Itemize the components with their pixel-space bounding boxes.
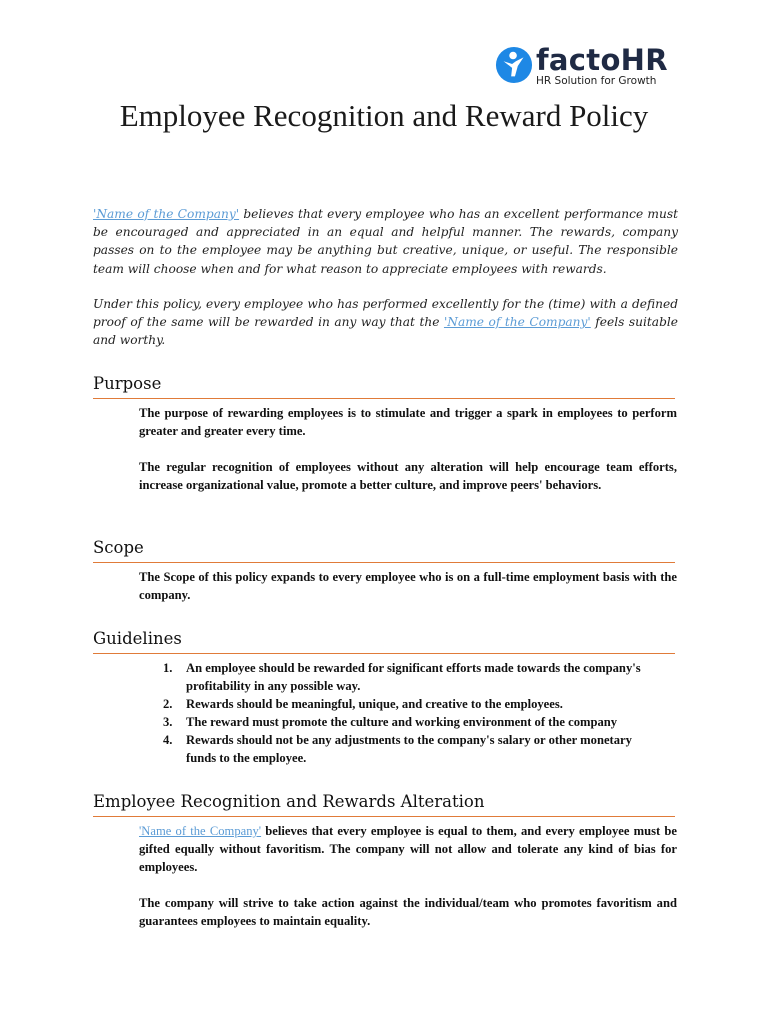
logo-wordmark: factoHR [536,43,668,77]
company-name-link[interactable]: 'Name of the Company' [139,824,262,838]
person-logo-icon [495,46,533,84]
list-item [139,695,659,713]
purpose-paragraph-2: The regular recognition of employees without any alteration will help encourage team efforts, increase organizational value, promote a better culture, and improve peers' behaviors. [139,460,677,493]
alteration-heading: Employee Recognition and Rewards Alteration [93,791,675,817]
list-item [139,713,659,731]
scope-heading: Scope [93,537,675,563]
intro-paragraph-2-after: feels suitable and worthy. [93,315,678,348]
scope-paragraph: The Scope of this policy expands to every employee who is on a full-time employment basis with the company. [139,570,677,603]
company-name-link[interactable]: 'Name of the Company' [93,207,240,221]
guidelines-heading: Guidelines [93,628,675,654]
intro-paragraph-2 [93,295,678,350]
intro-paragraph-1 [93,205,678,278]
alteration-paragraph-2: The company will strive to take action against the individual/team who promotes favoritism and guarantees employees to maintain equality. [139,896,677,929]
list-item-text: An employee should be rewarded for significant efforts made towards the company's profitability in any possible way. [186,661,641,693]
alteration-paragraph-1-text: believes that every employee is equal to them, and every employee must be gifted equally without favoritism. The company will not allow and tolerate any kind of bias for employees. [139,824,678,875]
company-logo [495,43,668,87]
guidelines-list [139,659,659,767]
intro-paragraph-2-before: Under this policy, every employee who has performed excellently for the (time) with a defined proof of the same will be rewarded in any way that the [93,297,678,330]
list-item-number: 4. [163,733,173,747]
list-item [139,731,659,767]
list-item-number: 3. [163,715,173,729]
alteration-paragraph-1 [139,822,677,877]
list-item-text: Rewards should be meaningful, unique, and creative to the employees. [186,697,563,711]
purpose-paragraph-1: The purpose of rewarding employees is to stimulate and trigger a spark in employees to perform greater and greater every time. [139,406,677,439]
list-item-text: Rewards should not be any adjustments to the company's salary or other monetary funds to the employee. [186,733,632,765]
list-item-number: 1. [163,661,173,675]
purpose-heading: Purpose [93,373,675,399]
list-item-number: 2. [163,697,173,711]
page-title: Employee Recognition and Reward Policy [119,98,649,133]
company-name-link[interactable]: 'Name of the Company' [443,315,591,330]
intro-paragraph-1-text: believes that every employee who has an excellent performance must be encouraged and appreciated in an equal and helpful manner. The rewards, company passes on to the employee may be anything but creative, unique, or useful. The responsible team will choose when and for what reason to appreciate employees with rewards. [93,207,678,276]
logo-tagline: HR Solution for Growth [536,75,657,87]
list-item-text: The reward must promote the culture and working environment of the company [186,715,618,729]
list-item [139,659,659,695]
